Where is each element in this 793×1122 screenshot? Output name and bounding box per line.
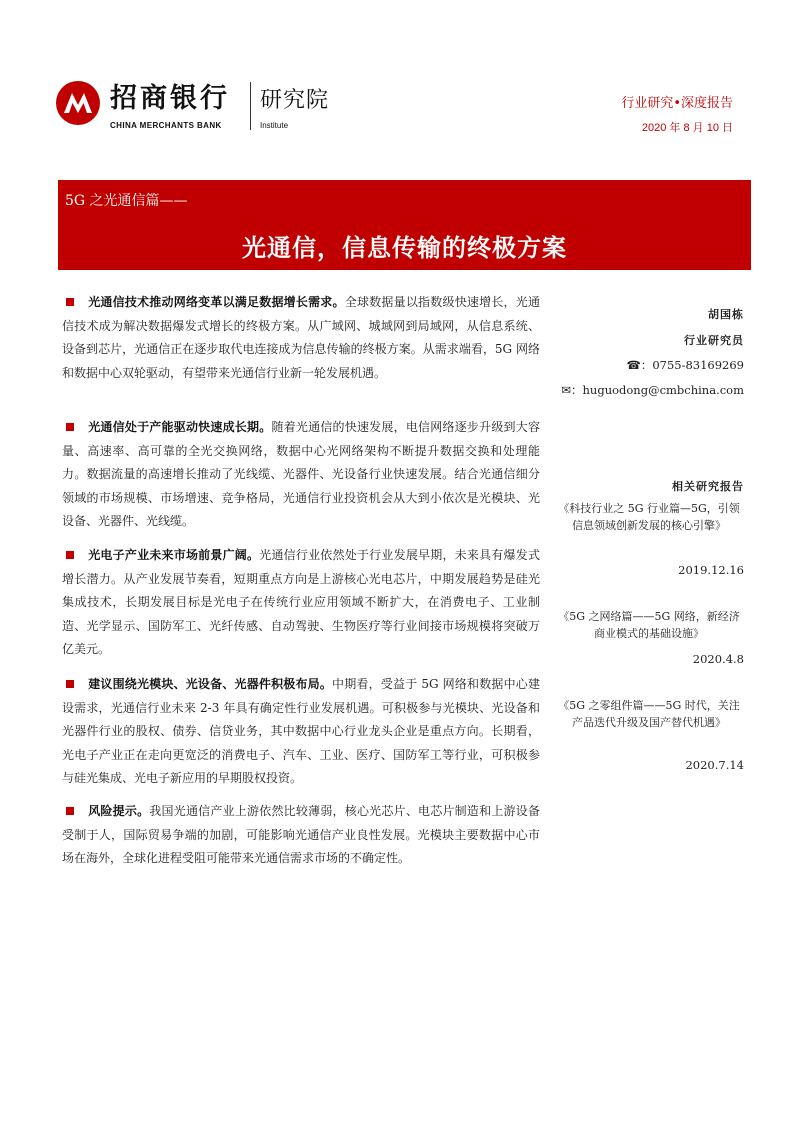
- paragraph-text: 我国光通信产业上游依然比较薄弱，核心光芯片、电芯片制造和上游设备受制于人，国际贸易争端的加剧，可能影响光通信产业良性发展。光模块主要数据中心市场在海外，全球化进程受阻可能带来光通信需求市场的不确定性。: [62, 804, 540, 865]
- paragraph-lead: 风险提示。: [88, 804, 150, 818]
- bullet-icon: [66, 423, 74, 431]
- paragraph-4: [62, 673, 540, 791]
- bullet-icon: [66, 807, 74, 815]
- related-report-date: 2020.7.14: [685, 758, 744, 772]
- email-icon: ✉: [561, 383, 572, 397]
- related-report-title: 《5G 之网络篇——5G 网络，新经济商业模式的基础设施》: [558, 610, 740, 640]
- paragraph-1: [62, 291, 540, 385]
- report-title: 光通信，信息传输的终极方案: [242, 234, 567, 262]
- brand-name-cn: 招商银行: [110, 83, 230, 114]
- brand-name-en: CHINA MERCHANTS BANK: [110, 121, 222, 130]
- paragraph-3: [62, 544, 540, 662]
- report-type: 行业研究•深度报告: [621, 96, 733, 111]
- report-date: 2020 年 8 月 10 日: [641, 122, 733, 134]
- email-address[interactable]: huguodong@cmbchina.com: [582, 383, 744, 397]
- related-report-date: 2019.12.16: [678, 563, 744, 577]
- paragraph-text: 随着光通信的快速发展，电信网络逐步升级到大容量、高速率、高可靠的全光交换网络，数据中心光网络架构不断提升数据交换和处理能力。数据流量的高速增长推动了光线缆、光器件、光设备行业快速发展。结合光通信细分领域的市场规模、市场增速、竞争格局，光通信行业投资机会从大到小依次是光模块、光设备、光器件、光线缆。: [62, 420, 540, 528]
- paragraph-5: [62, 800, 540, 871]
- related-report-date: 2020.4.8: [692, 652, 744, 666]
- title-banner: [58, 180, 751, 270]
- bullet-icon: [66, 298, 74, 306]
- bullet-icon: [66, 680, 74, 688]
- paragraph-lead: 光电子产业未来市场前景广阔。: [88, 548, 260, 562]
- paragraph-text: 光通信行业依然处于行业发展早期，未来具有爆发式增长潜力。从产业发展节奏看，短期重点方向是上游核心光电芯片，中期发展趋势是硅光集成技术，长期发展目标是光电子在传统行业应用领域不断扩大，在消费电子、工业制造、光学显示、国防军工、光纤传感、自动驾驶、生物医疗等行业间接市场规模将突破万亿美元。: [62, 548, 540, 656]
- phone-icon: ☎: [626, 358, 641, 372]
- analyst-email: ✉：huguodong@cmbchina.com: [561, 383, 744, 397]
- related-report-title: 《科技行业之 5G 行业篇—5G，引领信息领域创新发展的核心引擎》: [558, 502, 740, 532]
- paragraph-2: [62, 416, 540, 534]
- paragraph-lead: 建议围绕光模块、光设备、光器件积极布局。: [88, 677, 333, 691]
- analyst-role: 行业研究员: [684, 334, 744, 347]
- series-label: 5G 之光通信篇——: [65, 193, 188, 209]
- institute-name-en: Institute: [260, 121, 289, 130]
- phone-number: 0755-83169269: [652, 358, 744, 372]
- brand-divider: [250, 82, 251, 130]
- institute-name-cn: 研究院: [260, 88, 330, 113]
- paragraph-lead: 光通信处于产能驱动快速成长期。: [88, 420, 272, 434]
- paragraph-text: 全球数据量以指数级快速增长，光通信技术成为解决数据爆发式增长的终极方案。从广域网、城域网到局域网，从信息系统、设备到芯片，光通信正在逐步取代电连接成为信息传输的终极方案。从需求端看，5G 网络和数据中心双轮驱动，有望带来光通信行业新一轮发展机遇。: [62, 295, 540, 380]
- paragraph-text: 中期看，受益于 5G 网络和数据中心建设需求，光通信行业未来 2-3 年具有确定性行业发展机遇。可积极参与光模块、光设备和光器件行业的股权、债券、信贷业务，其中数据中心行业龙头企业是重点方向。长期看，光电子产业正在走向更宽泛的消费电子、汽车、工业、医疗、国防军工等行业，可积极参与硅光集成、光电子新应用的早期股权投资。: [62, 677, 540, 785]
- related-reports-heading: 相关研究报告: [672, 480, 744, 493]
- analyst-name: 胡国栋: [708, 308, 744, 321]
- related-report-title: 《5G 之零组件篇——5G 时代，关注产品迭代升级及国产替代机遇》: [558, 699, 740, 729]
- bullet-icon: [66, 551, 74, 559]
- cmb-logo-icon: [55, 80, 101, 126]
- analyst-phone: ☎：0755-83169269: [626, 358, 744, 372]
- paragraph-lead: 光通信技术推动网络变革以满足数据增长需求。: [88, 295, 345, 309]
